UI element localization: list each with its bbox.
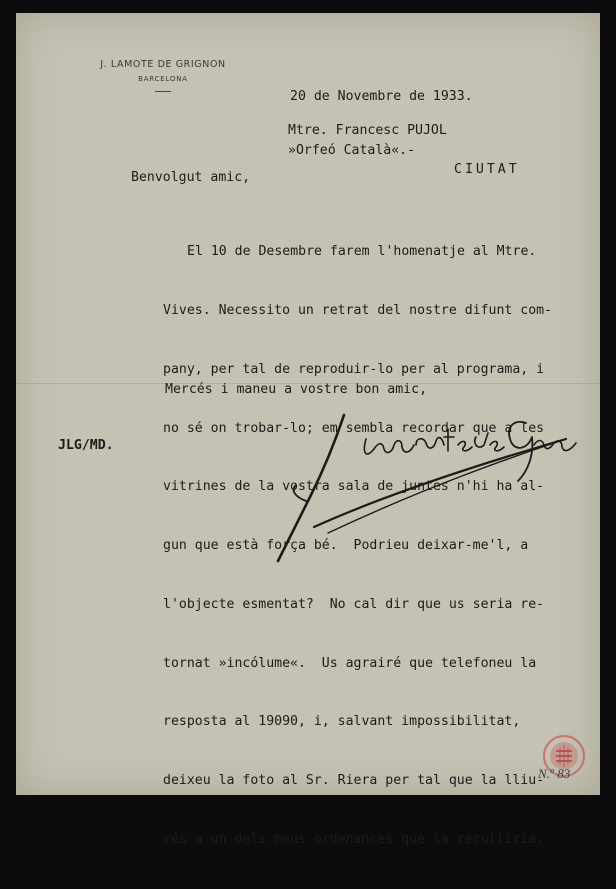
recipient-line-2: »Orfeó Català«.- (288, 142, 416, 158)
salutation: Benvolgut amic, (131, 170, 251, 185)
letterhead-rule (155, 91, 171, 92)
letter-date: 20 de Novembre de 1933. (290, 89, 473, 104)
body-line: vitrines de la vostra sala de juntes n'hi ha al- (163, 479, 545, 495)
letter-page (16, 13, 600, 847)
typist-initials: JLG/MD. (58, 438, 114, 453)
handwritten-signature (266, 409, 586, 569)
letterhead-city: BARCELONA (138, 75, 188, 83)
body-line: resposta al 19090, i, salvant impossibilitat, (163, 714, 521, 730)
closing: Mercés i maneu a vostre bon amic, (165, 382, 428, 397)
body-line: no sé on trobar-lo; em sembla recordar que a les (163, 420, 545, 436)
recipient-block (288, 121, 520, 180)
body-line: Vives. Necessito un retrat del nostre difunt com- (163, 302, 553, 318)
archive-number: N.º 83 (538, 766, 571, 781)
body-line: l'objecte esmentat? No cal dir que us seria re- (163, 596, 545, 612)
recipient-line-3: CIUTAT (454, 162, 520, 178)
letterhead (88, 59, 238, 92)
recipient-line-1: Mtre. Francesc PUJOL (288, 123, 447, 138)
body-line: pany, per tal de reproduir-lo per al programa, i (163, 361, 545, 377)
body-line: deixeu la foto al Sr. Riera per tal que la lliu- (163, 773, 545, 789)
body-line: tornat »incólume«. Us agrairé que telefoneu la (163, 655, 537, 671)
letterhead-name: J. LAMOTE DE GRIGNON (100, 59, 226, 70)
body-line: gun que està força bé. Podrieu deixar-me'l, a (163, 538, 529, 554)
body-line: rés a un dels meus ordenances que la reculliria. (163, 832, 545, 847)
body-line: El 10 de Desembre farem l'homenatje al Mtre. (187, 244, 537, 260)
